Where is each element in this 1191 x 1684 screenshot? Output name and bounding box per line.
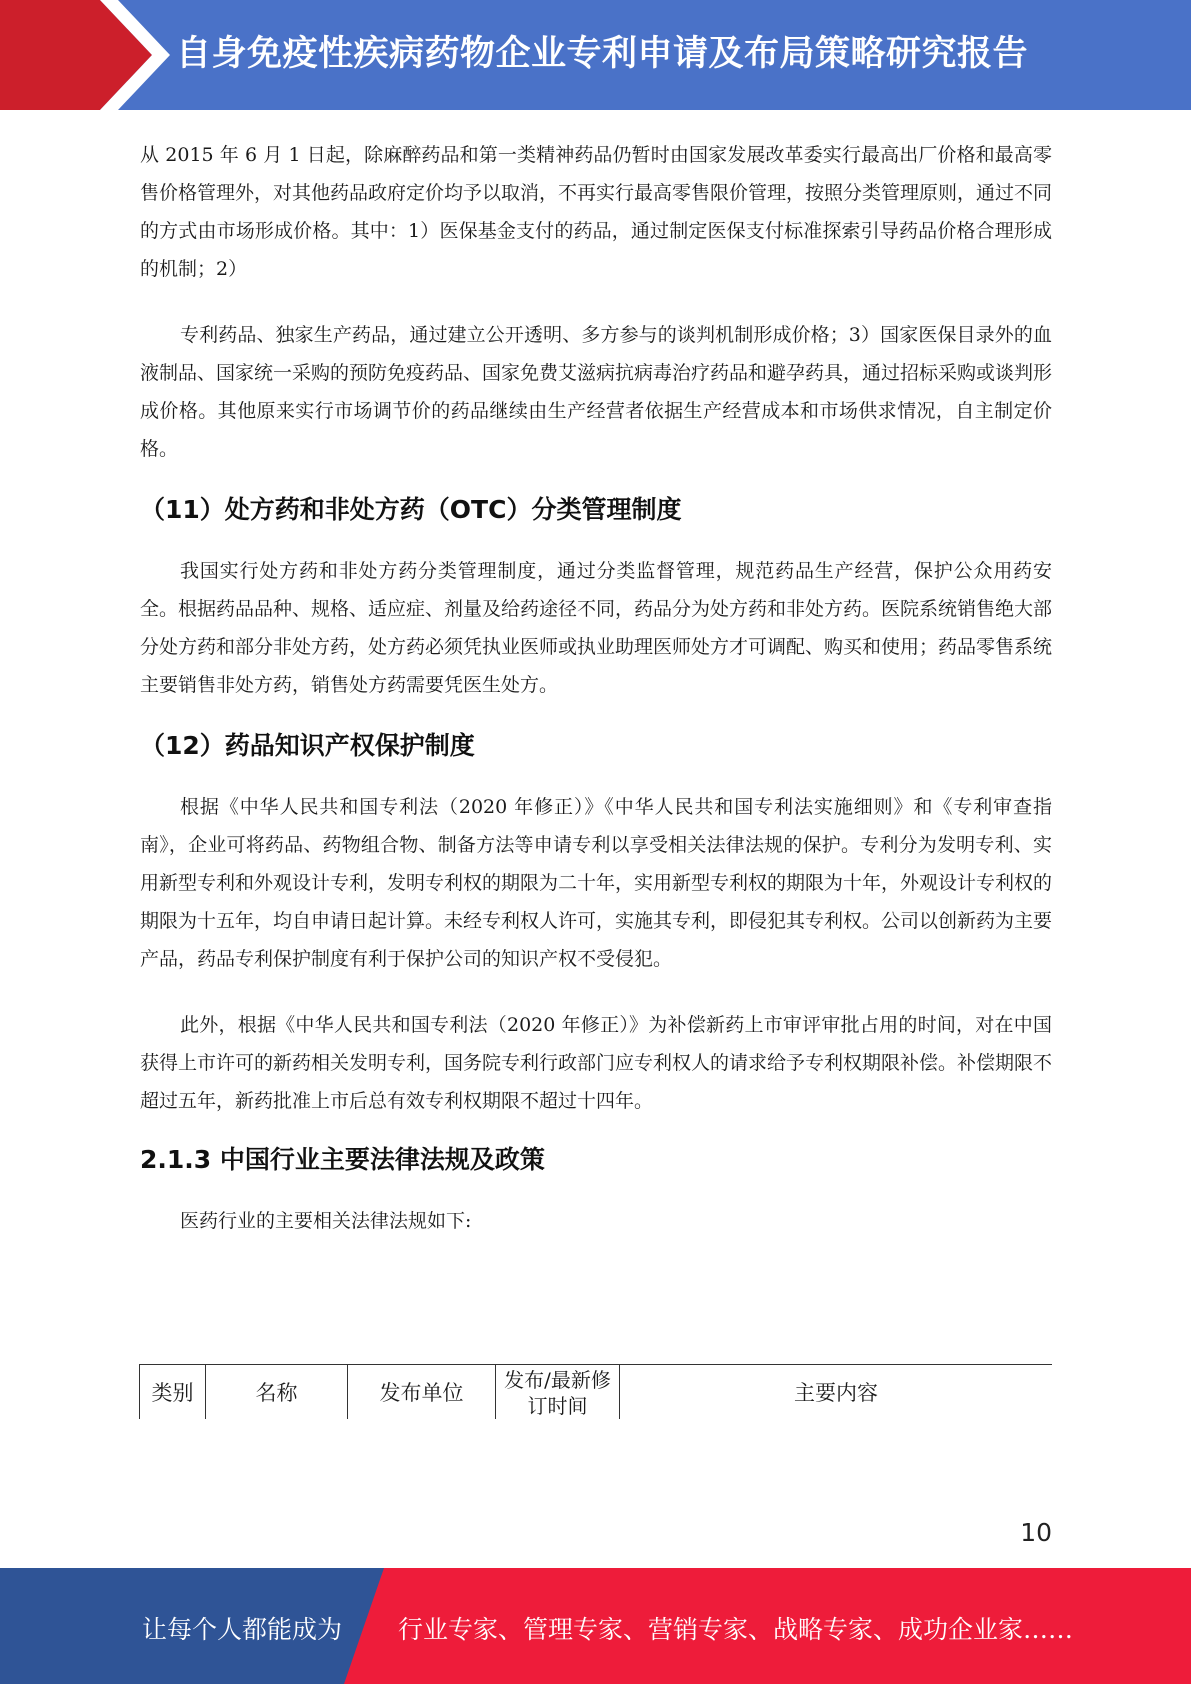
column-header-category: 类别 xyxy=(140,1365,206,1420)
footer-slogan-right: 行业专家、管理专家、营销专家、战略专家、成功企业家…… xyxy=(398,1615,1074,1644)
report-title: 自身免疫性疾病药物企业专利申请及布局策略研究报告 xyxy=(176,34,1029,74)
paragraph-patent-compensation: 此外，根据《中华人民共和国专利法（2020 年修正）》为补偿新药上市审评审批占用的时间，对在中国获得上市许可的新药相关发明专利，国务院专利行政部门应专利权人的请求给予专利权期限补偿。补偿期限不超过五年，新药批准上市后总有效专利权期限不超过十四年。 xyxy=(140,1014,1053,1112)
footer-slogan-left: 让每个人都能成为 xyxy=(142,1615,343,1644)
column-header-content: 主要内容 xyxy=(620,1365,1053,1420)
paragraph-laws-intro: 医药行业的主要相关法律法规如下: xyxy=(180,1210,472,1232)
table-header-row xyxy=(140,1365,1053,1420)
paragraph-pricing: 从 2015 年 6 月 1 日起，除麻醉药品和第一类精神药品仍暂时由国家发展改革委实行最高出厂价格和最高零售价格管理外，对其他药品政府定价均予以取消，不再实行最高零售限价管理，按照分类管理原则，通过不同的方式由市场形成价格。其中：1）医保基金支付的药品，通过制定医保支付标准探索引导药品价格合理形成的机制；2） xyxy=(140,144,1053,280)
page-content xyxy=(140,136,1052,1240)
header-banner xyxy=(0,0,1191,110)
column-header-date: 发布/最新修订时间 xyxy=(496,1365,620,1420)
page-number: 10 xyxy=(1020,1518,1052,1547)
column-header-issuer: 发布单位 xyxy=(348,1365,496,1420)
section-heading-laws: 2.1.3 中国行业主要法律法规及政策 xyxy=(140,1145,545,1174)
paragraph-patent-law: 根据《中华人民共和国专利法（2020 年修正）》《中华人民共和国专利法实施细则》和《专利审查指南》，企业可将药品、药物组合物、制备方法等申请专利以享受相关法律法规的保护。专利分为发明专利、实用新型专利和外观设计专利，发明专利权的期限为二十年，实用新型专利权的期限为十年，外观设计专利权的期限为十五年，均自申请日起计算。未经专利权人许可，实施其专利，即侵犯其专利权。公司以创新药为主要产品，药品专利保护制度有利于保护公司的知识产权不受侵犯。 xyxy=(140,796,1053,970)
laws-table xyxy=(139,1364,1052,1419)
section-heading-ip: （12）药品知识产权保护制度 xyxy=(140,731,475,760)
paragraph-otc: 我国实行处方药和非处方药分类管理制度，通过分类监督管理，规范药品生产经营，保护公众用药安全。根据药品品种、规格、适应症、剂量及给药途径不同，药品分为处方药和非处方药。医院系统销售绝大部分处方药和部分非处方药，处方药必须凭执业医师或执业助理医师处方才可调配、购买和使用；药品零售系统主要销售非处方药，销售处方药需要凭医生处方。 xyxy=(140,560,1053,696)
section-heading-otc: （11）处方药和非处方药（OTC）分类管理制度 xyxy=(140,495,682,524)
footer-banner xyxy=(0,1568,1191,1684)
paragraph-pricing-continued: 专利药品、独家生产药品，通过建立公开透明、多方参与的谈判机制形成价格；3）国家医保目录外的血液制品、国家统一采购的预防免疫药品、国家免费艾滋病抗病毒治疗药品和避孕药具，通过招标采购或谈判形成价格。其他原来实行市场调节价的药品继续由生产经营者依据生产经营成本和市场供求情况，自主制定价格。 xyxy=(140,324,1053,460)
column-header-name: 名称 xyxy=(206,1365,348,1420)
